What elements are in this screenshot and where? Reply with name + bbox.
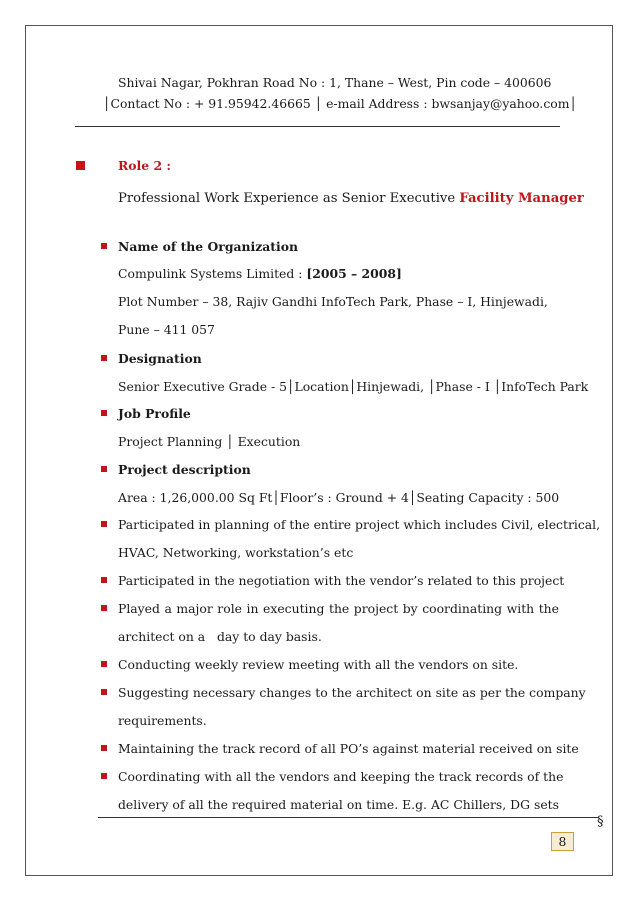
point-line: architect on a day to day basis. (118, 629, 322, 644)
point-line: delivery of all the required material on time. E.g. AC Chillers, DG sets (118, 797, 559, 812)
page-number: 8 (551, 832, 574, 851)
role-title-prefix: Professional Work Experience as Senior Executive (118, 191, 460, 206)
point-line: Maintaining the track record of all PO’s against material received on site (118, 741, 579, 756)
org-name-line (118, 266, 402, 282)
point-bullet (101, 577, 107, 583)
header-address: Shivai Nagar, Pokhran Road No : 1, Thane – West, Pin code – 400606 (118, 75, 552, 90)
org-address-line2: Pune – 411 057 (118, 322, 215, 337)
designation-heading: Designation (118, 351, 202, 366)
point-line: Participated in planning of the entire project which includes Civil, electrical, (118, 517, 601, 532)
point-line: Played a major role in executing the project by coordinating with the (118, 601, 559, 616)
role-title-highlight: Facility Manager (459, 191, 584, 206)
role-bullet (76, 161, 85, 170)
org-years: [2005 – 2008] (306, 266, 402, 281)
footer-divider (98, 817, 598, 818)
point-line: Participated in the negotiation with the vendor’s related to this project (118, 573, 565, 588)
header-contact: │Contact No : + 91.95942.46665 │ e-mail Address : bwsanjay@yahoo.com│ (103, 96, 577, 111)
org-heading: Name of the Organization (118, 239, 298, 254)
header-divider (75, 126, 560, 127)
designation-bullet (101, 355, 107, 361)
project-heading: Project description (118, 462, 251, 477)
point-line: HVAC, Networking, workstation’s etc (118, 545, 354, 560)
project-bullet (101, 466, 107, 472)
point-bullet (101, 745, 107, 751)
point-bullet (101, 521, 107, 527)
point-bullet (101, 605, 107, 611)
role-title (118, 191, 584, 207)
point-line: requirements. (118, 713, 207, 728)
point-bullet (101, 773, 107, 779)
org-address-line1: Plot Number – 38, Rajiv Gandhi InfoTech Park, Phase – I, Hinjewadi, (118, 294, 548, 309)
point-line: Suggesting necessary changes to the architect on site as per the company (118, 685, 586, 700)
point-bullet (101, 661, 107, 667)
job-profile-heading: Job Profile (118, 406, 191, 421)
org-bullet (101, 243, 107, 249)
section-mark: § (597, 814, 604, 829)
point-bullet (101, 689, 107, 695)
point-line: Coordinating with all the vendors and keeping the track records of the (118, 769, 564, 784)
org-name: Compulink Systems Limited : (118, 266, 307, 281)
designation-value: Senior Executive Grade - 5│Location│Hinjewadi, │Phase - I │InfoTech Park (118, 379, 589, 394)
project-value: Area : 1,26,000.00 Sq Ft│Floor’s : Ground + 4│Seating Capacity : 500 (118, 490, 560, 505)
job-profile-bullet (101, 410, 107, 416)
point-line: Conducting weekly review meeting with all the vendors on site. (118, 657, 519, 672)
role-label: Role 2 : (118, 158, 171, 173)
job-profile-value: Project Planning │ Execution (118, 434, 301, 449)
